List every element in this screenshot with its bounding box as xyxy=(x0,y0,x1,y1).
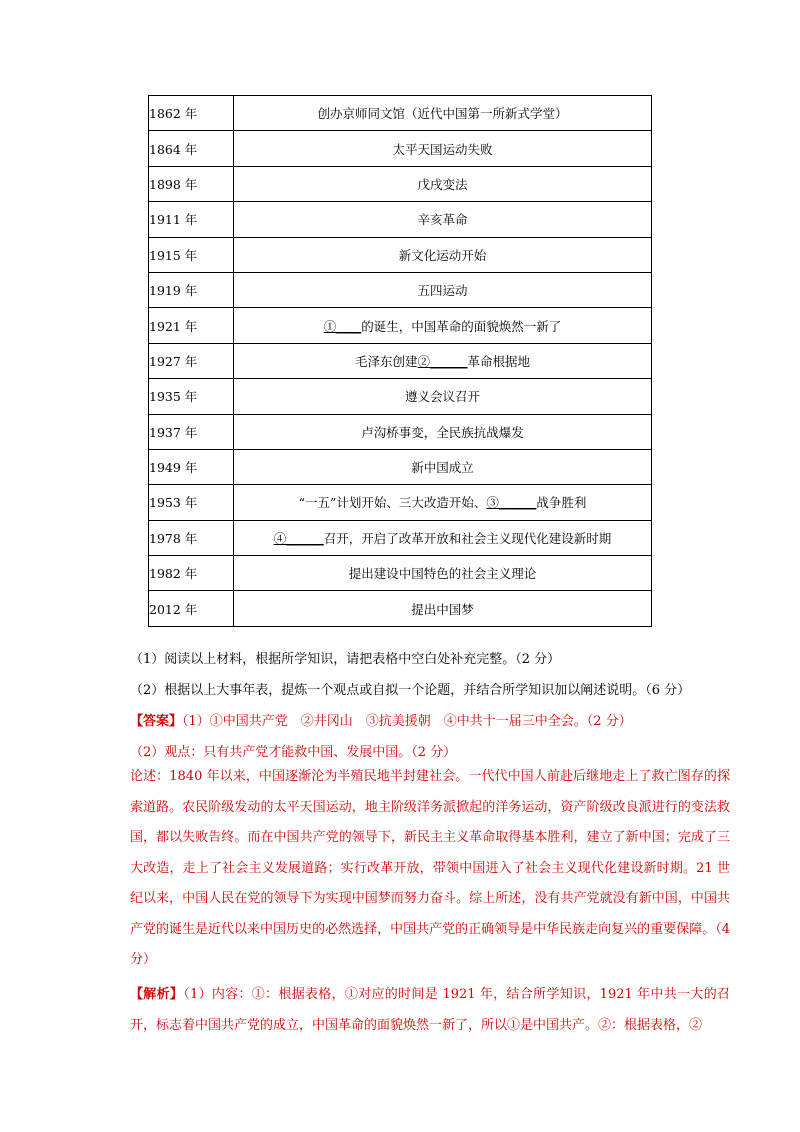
event-text: 战争胜利 xyxy=(536,495,587,511)
event-cell xyxy=(234,449,652,484)
year-cell: 1919 年 xyxy=(149,272,234,307)
table-row xyxy=(149,272,652,307)
event-text: 提出建设中国特色的社会主义理论 xyxy=(348,566,537,582)
answer-part-2: （2）观点：只有共产党才能救中国、发展中国。（2 分） xyxy=(130,745,457,760)
event-cell xyxy=(234,485,652,520)
year-cell: 1862 年 xyxy=(149,96,234,131)
event-text: 戊戌变法 xyxy=(417,176,468,192)
table-row xyxy=(149,166,652,201)
event-cell xyxy=(234,556,652,591)
event-text: 召开，开启了改革开放和社会主义现代化建设新时期 xyxy=(323,530,612,546)
event-cell xyxy=(234,96,652,131)
year-cell: 1982 年 xyxy=(149,556,234,591)
event-text: 提出中国梦 xyxy=(411,601,474,617)
event-cell xyxy=(234,166,652,201)
fill-blank: ③______ xyxy=(486,495,537,511)
event-text: 新文化运动开始 xyxy=(398,247,487,263)
event-cell xyxy=(234,343,652,378)
table-row xyxy=(149,485,652,520)
event-cell xyxy=(234,520,652,555)
year-cell: 1898 年 xyxy=(149,166,234,201)
event-text: 遵义会议召开 xyxy=(404,389,480,405)
year-cell: 1935 年 xyxy=(149,379,234,414)
table-row xyxy=(149,520,652,555)
event-cell xyxy=(234,131,652,166)
table-row xyxy=(149,131,652,166)
year-cell: 1927 年 xyxy=(149,343,234,378)
event-cell xyxy=(234,414,652,449)
table-row xyxy=(149,308,652,343)
table-row xyxy=(149,202,652,237)
year-cell: 1921 年 xyxy=(149,308,234,343)
year-cell: 1978 年 xyxy=(149,520,234,555)
analysis xyxy=(130,980,730,1041)
event-text: 太平天国运动失败 xyxy=(392,141,493,157)
event-text: 五四运动 xyxy=(417,283,468,299)
table-row xyxy=(149,449,652,484)
event-prefix: 毛泽东创建 xyxy=(354,353,418,369)
event-cell xyxy=(234,202,652,237)
answer-tag: 【答案】 xyxy=(130,714,183,729)
event-text: 新中国成立 xyxy=(411,460,474,476)
event-prefix: “一五”计划开始、三大改造开始、 xyxy=(298,495,487,511)
table-row xyxy=(149,343,652,378)
fill-blank: ②______ xyxy=(417,353,468,369)
chronology-table xyxy=(148,95,652,627)
event-cell xyxy=(234,591,652,626)
year-cell: 1864 年 xyxy=(149,131,234,166)
table-row xyxy=(149,591,652,626)
table-row xyxy=(149,379,652,414)
event-text: 革命根据地 xyxy=(467,353,531,369)
year-cell: 1949 年 xyxy=(149,449,234,484)
event-text: 辛亥革命 xyxy=(417,212,468,228)
event-cell xyxy=(234,237,652,272)
analysis-tag: 【解析】 xyxy=(130,987,184,1002)
fill-blank: ④______ xyxy=(273,530,324,546)
answer-line-1 xyxy=(130,710,632,729)
year-cell: 2012 年 xyxy=(149,591,234,626)
event-cell xyxy=(234,379,652,414)
question-1: （1）阅读以上材料，根据所学知识，请把表格中空白处补充完整。（2 分） xyxy=(130,652,561,667)
event-text: 创办京师同文馆（近代中国第一所新式学堂） xyxy=(317,106,568,122)
year-cell: 1953 年 xyxy=(149,485,234,520)
question-2: （2）根据以上大事年表，提炼一个观点或自拟一个论题，并结合所学知识加以阐述说明。（6 分） xyxy=(130,683,691,698)
answer-part-1: （1）①中国共产党 ②井冈山 ③抗美援朝 ④中共十一届三中全会。（2 分） xyxy=(182,714,632,729)
event-cell xyxy=(234,308,652,343)
table-row xyxy=(149,414,652,449)
event-text: 卢沟桥事变，全民族抗战爆发 xyxy=(361,424,524,440)
analysis-text: （1）内容：①：根据表格，①对应的时间是 1921 年，结合所学知识，1921 年中共一大的召开，标志着中国共产党的成立，中国革命的面貌焕然一新了，所以①是中国共产。②：根据表格，② xyxy=(130,987,730,1033)
year-cell: 1911 年 xyxy=(149,202,234,237)
table-row xyxy=(149,556,652,591)
event-cell xyxy=(234,272,652,307)
year-cell: 1915 年 xyxy=(149,237,234,272)
table-row xyxy=(149,237,652,272)
answer-argument: 论述：1840 年以来，中国逐渐沦为半殖民地半封建社会。一代代中国人前赴后继地走上了救亡图存的探索道路。农民阶级发动的太平天国运动，地主阶级洋务派掀起的洋务运动，资产阶级改良派进行的变法救国，都以失败告终。而在中国共产党的领导下，新民主主义革命取得基本胜利，建立了新中国；完成了三大改造，走上了社会主义发展道路；实行改革开放，带领中国进入了社会主义现代化建设新时期。21 世纪以来，中国人民在党的领导下为实现中国梦而努力奋斗。综上所述，没有共产党就没有新中国，中国共产党的诞生是近代以来中国历史的必然选择，中国共产党的正确领导是中华民族走向复兴的重要保障。（4 分） xyxy=(130,769,730,967)
year-cell: 1937 年 xyxy=(149,414,234,449)
table-row xyxy=(149,96,652,131)
fill-blank: ①____ xyxy=(323,318,362,334)
event-text: 的诞生，中国革命的面貌焕然一新了 xyxy=(361,318,562,334)
